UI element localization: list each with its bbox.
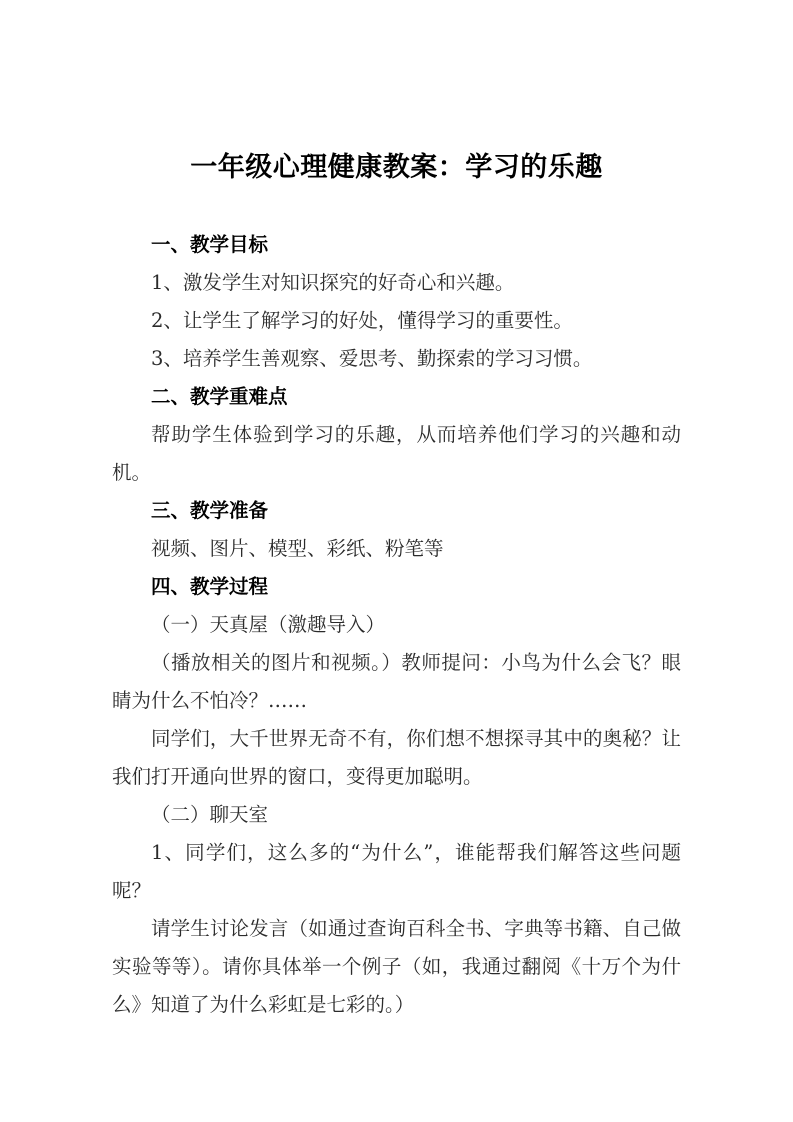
body-paragraph: （二）聊天室 [151,803,269,827]
body-paragraph: （一）天真屋（激趣导入） [151,613,386,637]
body-paragraph: （播放相关的图片和视频。）教师提问：小鸟为什么会飞？眼睛为什么不怕冷？…… [112,651,681,713]
body-paragraph: 视频、图片、模型、彩纸、粉笔等 [151,537,444,561]
body-paragraph: 1、激发学生对知识探究的好奇心和兴趣。 [151,271,515,295]
section-heading: 一、教学目标 [151,233,269,257]
body-paragraph: 3、培养学生善观察、爱思考、勤探索的学习习惯。 [151,347,593,371]
section-heading: 三、教学准备 [151,499,269,523]
body-paragraph: 2、让学生了解学习的好处，懂得学习的重要性。 [151,309,573,333]
page-title: 一年级心理健康教案：学习的乐趣 [190,152,603,183]
body-paragraph: 帮助学生体验到学习的乐趣，从而培养他们学习的兴趣和动机。 [112,423,681,485]
body-paragraph: 同学们，大千世界无奇不有，你们想不想探寻其中的奥秘？让我们打开通向世界的窗口，变得更加聪明。 [112,727,681,789]
body-paragraph: 请学生讨论发言（如通过查询百科全书、字典等书籍、自己做实验等等）。请你具体举一个例子（如，我通过翻阅《十万个为什么》知道了为什么彩虹是七彩的。） [112,917,681,1017]
document-body [112,226,681,1024]
body-paragraph: 1、同学们，这么多的“为什么”，谁能帮我们解答这些问题呢？ [112,841,681,903]
section-heading: 二、教学重难点 [151,385,288,409]
section-heading: 四、教学过程 [151,575,269,599]
